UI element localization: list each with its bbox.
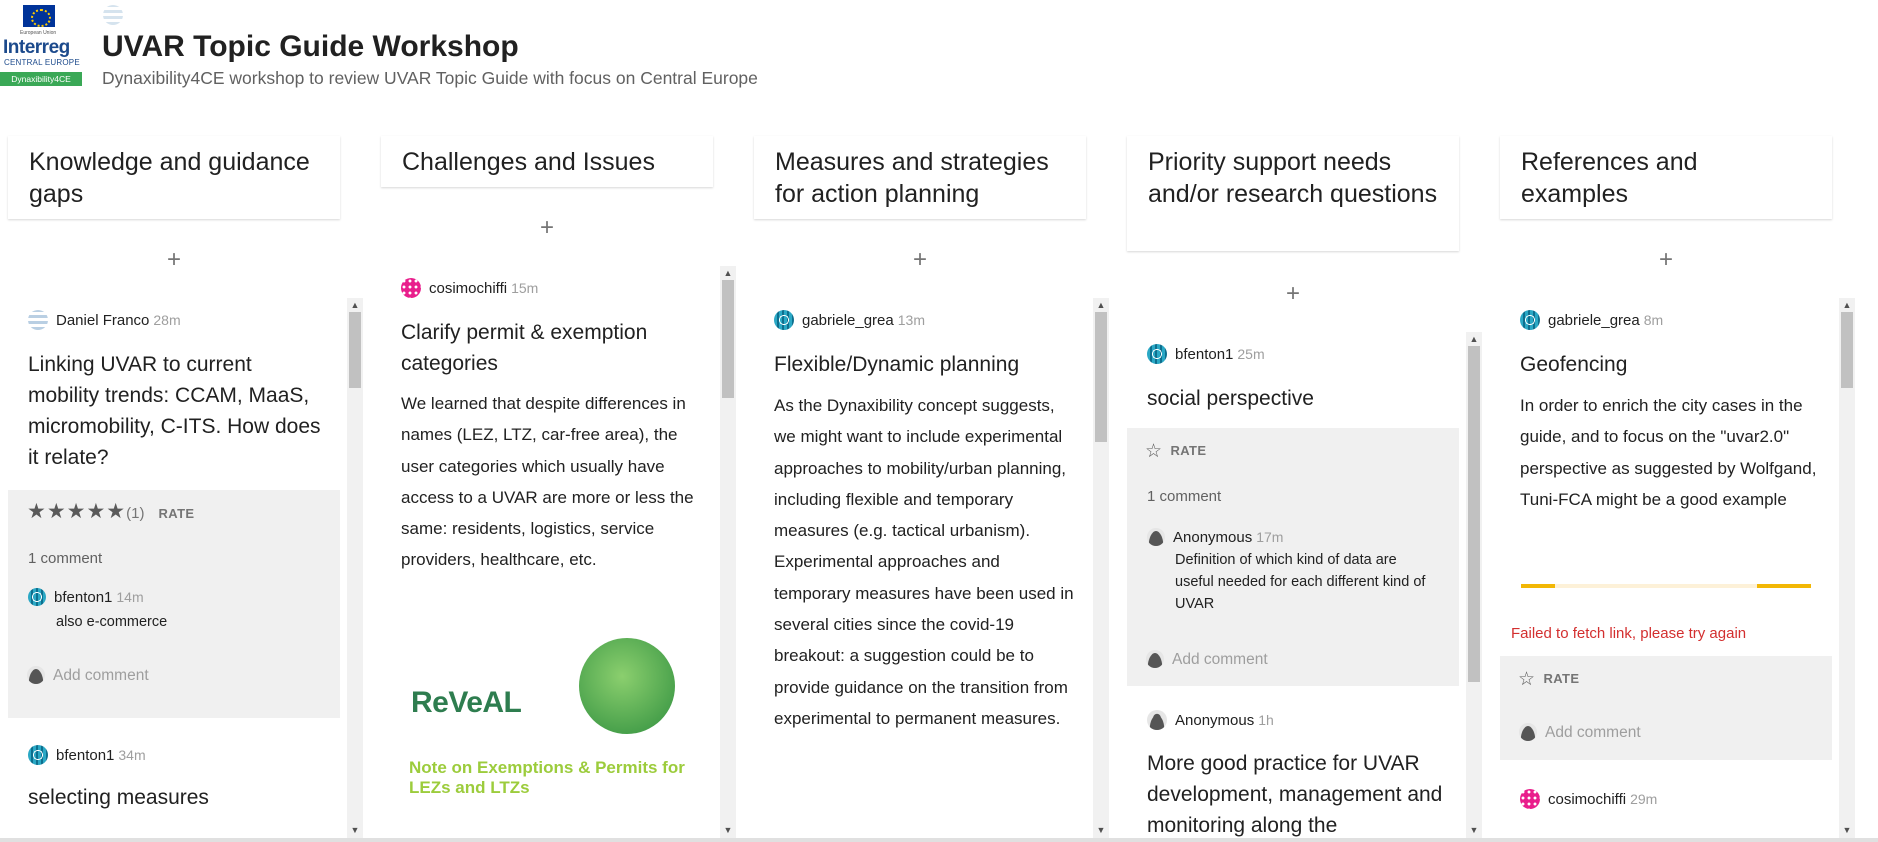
- reveal-graphic: [579, 638, 675, 734]
- post-title: Linking UVAR to current mobility trends: CCAM, MaaS, micromobility, C-ITS. How does it relate?: [28, 353, 321, 469]
- comment-author: bfenton1: [54, 589, 113, 606]
- comment-count[interactable]: 1 comment: [1147, 488, 1222, 505]
- rating-count: (1): [126, 505, 145, 522]
- post-time: 28m: [153, 312, 181, 328]
- post-author: gabriele_grea: [802, 312, 894, 329]
- post-meta: [28, 745, 146, 765]
- scroll-up-icon[interactable]: ▲: [350, 300, 360, 310]
- rate-button[interactable]: [1145, 440, 1206, 463]
- post-meta: [774, 310, 925, 330]
- column-posts[interactable]: [8, 298, 340, 838]
- user-avatar: [28, 588, 46, 606]
- anonymous-avatar-icon: [1147, 528, 1165, 546]
- post-time: 1h: [1258, 712, 1274, 728]
- add-comment-input[interactable]: [1519, 723, 1641, 742]
- comment-time: 17m: [1256, 529, 1284, 545]
- post-meta: [401, 278, 538, 298]
- scroll-down-icon[interactable]: ▼: [1842, 825, 1852, 835]
- comment: [28, 588, 328, 630]
- reveal-logo: ReVeAL: [411, 686, 522, 719]
- column-scrollbar[interactable]: [347, 298, 363, 838]
- add-comment-placeholder: Add comment: [1172, 651, 1268, 668]
- scrollbar-thumb[interactable]: [1468, 346, 1480, 682]
- post-author: cosimochiffi: [429, 280, 508, 297]
- logo-project: Dynaxibility4CE: [0, 72, 82, 86]
- post-meta: [1520, 310, 1663, 330]
- post-author: cosimochiffi: [1548, 791, 1627, 808]
- add-post-button[interactable]: +: [1658, 246, 1673, 273]
- column-posts[interactable]: [754, 298, 1086, 838]
- add-comment-input[interactable]: [1146, 650, 1268, 669]
- column-header: Knowledge and guidance gaps: [8, 136, 340, 219]
- column-scrollbar[interactable]: [1093, 298, 1109, 838]
- interreg-logo: [0, 0, 84, 90]
- column-header: Measures and strategies for action planning: [754, 136, 1086, 219]
- scrollbar-thumb[interactable]: [1841, 312, 1853, 388]
- comment-time: 14m: [116, 589, 144, 605]
- column-scrollbar[interactable]: [720, 266, 736, 838]
- post-time: 29m: [1630, 791, 1658, 807]
- post-title: social perspective: [1147, 387, 1314, 410]
- comment-text: Definition of which kind of data are useful needed for each different kind of UVAR: [1175, 552, 1426, 612]
- post-time: 25m: [1237, 346, 1265, 362]
- post-author: Daniel Franco: [56, 312, 150, 329]
- page-subtitle: Dynaxibility4CE workshop to review UVAR Topic Guide with focus on Central Europe: [102, 68, 758, 88]
- column-header: References and examples: [1500, 136, 1832, 219]
- add-comment-input[interactable]: [27, 666, 149, 685]
- post-time: 8m: [1643, 312, 1664, 328]
- post-title: Geofencing: [1520, 353, 1628, 376]
- board-header: [0, 0, 1878, 120]
- column-header: Challenges and Issues: [381, 136, 713, 187]
- post-meta: [28, 310, 181, 330]
- post-footer: [1500, 656, 1832, 760]
- attachment-caption: Note on Exemptions & Permits for LEZs and LTZs: [409, 758, 685, 797]
- post-author: Anonymous: [1175, 712, 1255, 729]
- user-avatar: [1520, 310, 1540, 330]
- post-author: bfenton1: [1175, 346, 1234, 363]
- star-outline-icon: ☆: [1518, 669, 1536, 690]
- post-meta: [1520, 789, 1657, 809]
- comment-count[interactable]: 1 comment: [28, 550, 103, 567]
- rate-button[interactable]: RATE: [158, 506, 195, 521]
- scroll-down-icon[interactable]: ▼: [350, 825, 360, 835]
- loader-segment: [1757, 584, 1811, 588]
- post-time: 15m: [511, 280, 539, 296]
- user-avatar: [28, 310, 48, 330]
- user-avatar: [1520, 789, 1540, 809]
- board-owner-avatar[interactable]: [103, 5, 123, 25]
- column-posts[interactable]: [1127, 332, 1459, 838]
- add-post-button[interactable]: +: [912, 246, 927, 273]
- rate-label: RATE: [1170, 443, 1207, 458]
- post-footer: [8, 490, 340, 718]
- post-title: More good practice for UVAR development, management and monitoring along the: [1147, 752, 1443, 837]
- anonymous-avatar-icon: [1147, 710, 1167, 730]
- eu-flag-icon: [22, 4, 56, 28]
- add-post-button[interactable]: +: [1285, 280, 1300, 307]
- comment: [1147, 528, 1447, 612]
- rate-button[interactable]: [1518, 668, 1579, 691]
- scrollbar-thumb[interactable]: [1095, 312, 1107, 442]
- column-posts[interactable]: [1500, 298, 1832, 838]
- scroll-up-icon[interactable]: ▲: [723, 268, 733, 278]
- scrollbar-thumb[interactable]: [349, 312, 361, 388]
- post-meta: [1147, 344, 1265, 364]
- column-posts[interactable]: [381, 266, 713, 838]
- logo-region: CENTRAL EUROPE: [4, 58, 80, 67]
- post-meta: [1147, 710, 1274, 730]
- star-icons[interactable]: ★★★★★: [27, 500, 127, 523]
- add-comment-placeholder: Add comment: [53, 667, 149, 684]
- scroll-down-icon[interactable]: ▼: [1096, 825, 1106, 835]
- link-error-message[interactable]: Failed to fetch link, please try again: [1511, 625, 1747, 642]
- post-body: As the Dynaxibility concept suggests, we might want to include experimental approaches to mobility/urban planning, including flexible and temporary measures (e.g. tactical urbanism). Experimental approaches and temporary measures have been used in several cities since the covid-19 breakout: a suggestion could be to provide guidance on the transition from experimental to permanent measures.: [774, 396, 1074, 728]
- scroll-down-icon[interactable]: ▼: [723, 825, 733, 835]
- rate-label: RATE: [1543, 671, 1580, 686]
- scrollbar-thumb[interactable]: [722, 280, 734, 398]
- post-time: 34m: [118, 747, 146, 763]
- add-post-button[interactable]: +: [166, 246, 181, 273]
- column-scrollbar[interactable]: [1839, 298, 1855, 838]
- rating-stars[interactable]: [27, 499, 195, 524]
- user-avatar: [1147, 344, 1167, 364]
- post-title: selecting measures: [28, 786, 209, 809]
- post-body: In order to enrich the city cases in the guide, and to focus on the "uvar2.0" perspective as suggested by Wolfgand, Tuni-FCA might be a good example: [1520, 396, 1817, 509]
- column-scrollbar[interactable]: [1466, 332, 1482, 838]
- comment-text: also e-commerce: [56, 614, 168, 630]
- post-author: gabriele_grea: [1548, 312, 1640, 329]
- post-author: bfenton1: [56, 747, 115, 764]
- post-title: Clarify permit & exemption categories: [401, 321, 648, 375]
- page-title: UVAR Topic Guide Workshop: [102, 30, 519, 63]
- eu-label: European Union: [20, 30, 57, 36]
- logo-brand: Interreg: [3, 37, 70, 58]
- scroll-down-icon[interactable]: ▼: [1469, 825, 1479, 835]
- add-post-button[interactable]: +: [539, 214, 554, 241]
- anonymous-avatar-icon: [1146, 650, 1164, 668]
- anonymous-avatar-icon: [27, 666, 45, 684]
- add-comment-placeholder: Add comment: [1545, 724, 1641, 741]
- user-avatar: [401, 278, 421, 298]
- user-avatar: [28, 745, 48, 765]
- user-avatar: [774, 310, 794, 330]
- scroll-up-icon[interactable]: ▲: [1096, 300, 1106, 310]
- column-header: Priority support needs and/or research questions: [1127, 136, 1459, 251]
- post-title: Flexible/Dynamic planning: [774, 353, 1020, 376]
- window-bottom-edge: [0, 838, 1878, 842]
- anonymous-avatar-icon: [1519, 723, 1537, 741]
- post-footer: [1127, 428, 1459, 686]
- post-body: We learned that despite differences in names (LEZ, LTZ, car-free area), the user categories which usually have access to a UVAR are more or less the same: residents, logistics, service providers, healthcare, etc.: [401, 394, 694, 570]
- loader-segment: [1521, 584, 1555, 588]
- star-outline-icon: ☆: [1145, 441, 1163, 462]
- post-time: 13m: [897, 312, 925, 328]
- comment-author: Anonymous: [1173, 529, 1253, 546]
- scroll-up-icon[interactable]: ▲: [1469, 334, 1479, 344]
- scroll-up-icon[interactable]: ▲: [1842, 300, 1852, 310]
- post-attachment-image[interactable]: [401, 638, 701, 798]
- link-preview-loader: [1521, 584, 1811, 588]
